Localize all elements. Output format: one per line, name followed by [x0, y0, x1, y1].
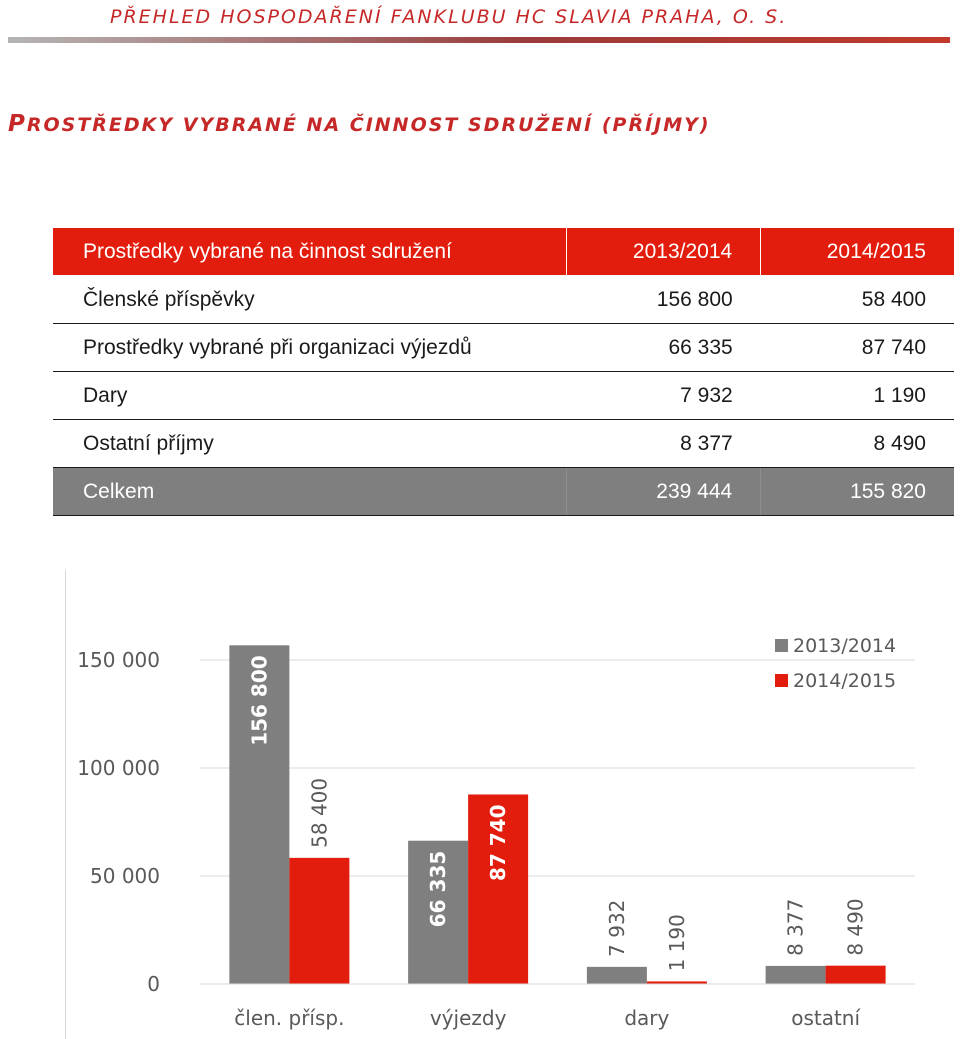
header-cell-label: Prostředky vybrané na činnost sdružení: [53, 228, 567, 276]
data-label: 1 190: [664, 914, 689, 972]
data-label: 156 800: [247, 655, 272, 746]
legend-swatch: [775, 639, 788, 652]
row-label: Ostatní příjmy: [53, 420, 567, 468]
y-tick-label: 150 000: [77, 648, 160, 672]
row-label: Prostředky vybrané při organizaci výjezdů: [53, 324, 567, 372]
document-header: PŘEHLED HOSPODAŘENÍ FANKLUBU HC SLAVIA PRAHA, O. S.: [110, 6, 788, 28]
header-cell-2013: 2013/2014: [567, 228, 761, 276]
legend-swatch: [775, 674, 788, 687]
x-category-label: dary: [624, 1006, 670, 1030]
header-cell-2014: 2014/2015: [761, 228, 954, 276]
row-value-2014: 87 740: [761, 324, 954, 372]
bar: [289, 858, 349, 984]
y-tick-label: 100 000: [77, 756, 160, 780]
data-label: 66 335: [426, 850, 451, 928]
data-label: 8 377: [783, 898, 808, 956]
bar: [766, 966, 826, 984]
data-label: 8 490: [843, 898, 868, 956]
x-category-label: výjezdy: [429, 1006, 507, 1030]
row-value-2013: 66 335: [567, 324, 761, 372]
data-label: 7 932: [604, 899, 629, 957]
bar: [587, 967, 647, 984]
row-value-2013: 156 800: [567, 276, 761, 324]
section-title-rest: ROSTŘEDKY VYBRANÉ NA ČINNOST SDRUŽENÍ (PŘÍJMY): [26, 114, 711, 136]
x-category-label: ostatní: [791, 1006, 861, 1030]
section-title-initial: P: [8, 111, 27, 137]
row-value-2014: 58 400: [761, 276, 954, 324]
row-value-2013: 7 932: [567, 372, 761, 420]
data-label: 87 740: [486, 804, 511, 882]
bar: [826, 966, 886, 984]
legend-label: 2013/2014: [793, 635, 897, 657]
y-tick-label: 0: [147, 972, 160, 996]
data-label: 58 400: [307, 777, 332, 848]
total-label: Celkem: [53, 468, 567, 516]
x-category-label: člen. přísp.: [234, 1006, 345, 1030]
row-label: Dary: [53, 372, 567, 420]
total-value-2014: 155 820: [761, 468, 954, 516]
row-value-2014: 1 190: [761, 372, 954, 420]
row-value-2014: 8 490: [761, 420, 954, 468]
total-value-2013: 239 444: [567, 468, 761, 516]
row-label: Členské příspěvky: [53, 276, 567, 324]
legend-label: 2014/2015: [793, 670, 897, 692]
row-value-2013: 8 377: [567, 420, 761, 468]
y-tick-label: 50 000: [90, 864, 160, 888]
